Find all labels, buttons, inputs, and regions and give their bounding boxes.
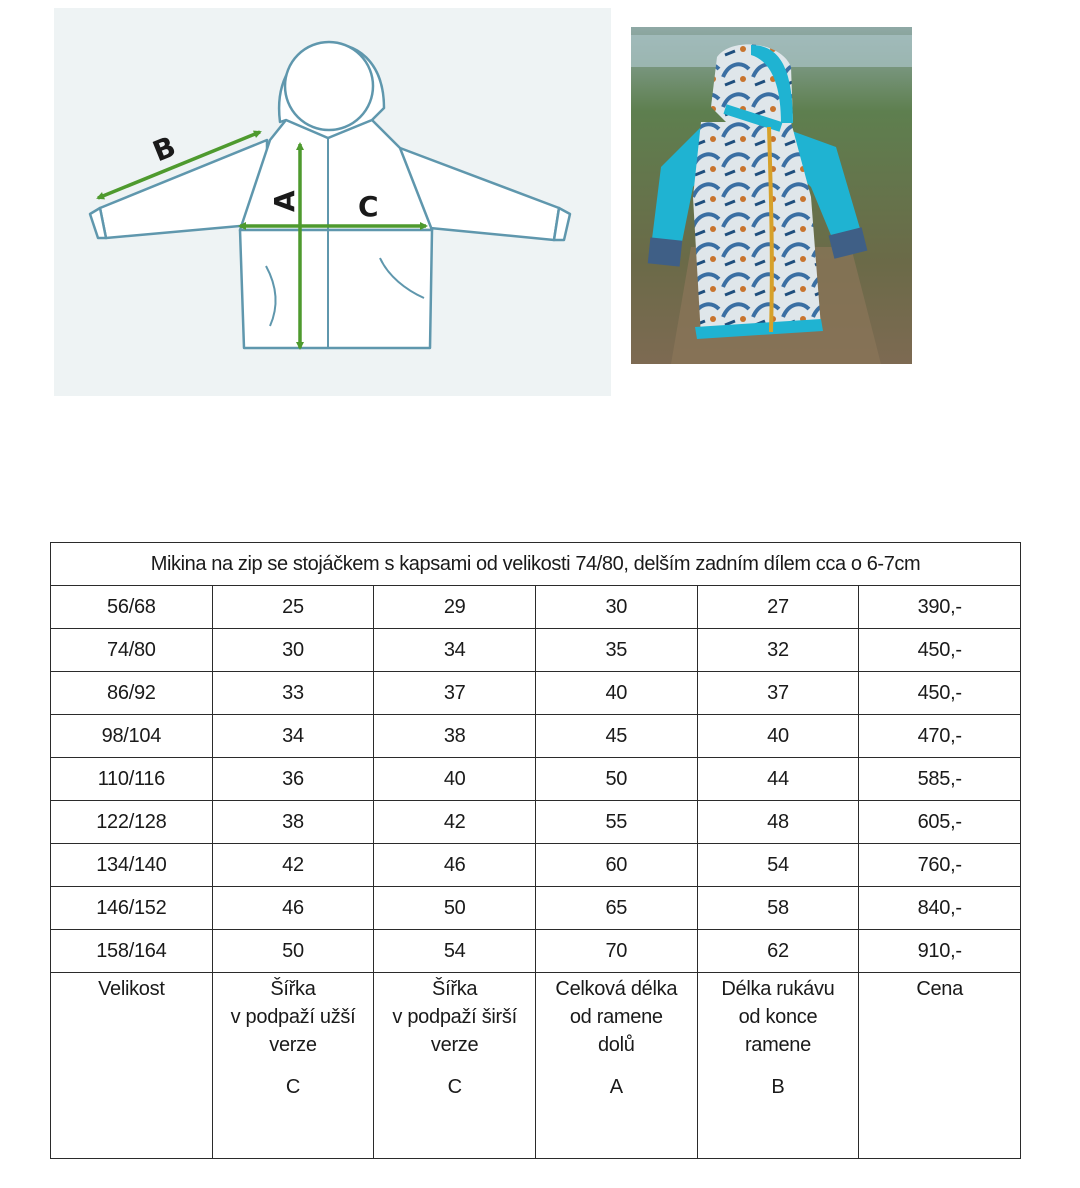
cell-size: 158/164 (51, 930, 213, 973)
product-photo-svg (631, 27, 912, 364)
cell-price: 450,- (859, 672, 1021, 715)
header-size (51, 973, 213, 1159)
cell-size: 98/104 (51, 715, 213, 758)
table-title: Mikina na zip se stojáčkem s kapsami od velikosti 74/80, delším zadním dílem cca o 6-7cm (51, 543, 1021, 586)
header-line: Celková délka (555, 978, 678, 1000)
header-line: v podpaží užší (230, 1006, 356, 1028)
cell-width-wide: 37 (374, 672, 536, 715)
body-upper (240, 120, 432, 230)
table-row (51, 844, 1021, 887)
cell-price: 840,- (859, 887, 1021, 930)
cell-total-length: 45 (535, 715, 697, 758)
cell-width-narrow: 46 (212, 887, 374, 930)
header-row (51, 973, 1021, 1159)
cell-price: 605,- (859, 801, 1021, 844)
cell-width-wide: 42 (374, 801, 536, 844)
header-width-narrow (212, 973, 374, 1159)
cell-width-wide: 54 (374, 930, 536, 973)
header-line: od konce (738, 1006, 818, 1028)
cell-size: 86/92 (51, 672, 213, 715)
label-c: C (358, 190, 379, 223)
header-price (859, 973, 1021, 1159)
cell-width-wide: 34 (374, 629, 536, 672)
cell-width-narrow: 36 (212, 758, 374, 801)
cell-width-narrow: 42 (212, 844, 374, 887)
label-a: A (268, 190, 301, 212)
cell-sleeve-length: 27 (697, 586, 859, 629)
cell-price: 390,- (859, 586, 1021, 629)
cell-price: 450,- (859, 629, 1021, 672)
header-line: Šířka (432, 978, 478, 1000)
table-row (51, 672, 1021, 715)
header-sleeve-length (697, 973, 859, 1159)
cell-width-narrow: 30 (212, 629, 374, 672)
table-row (51, 801, 1021, 844)
title-row (51, 543, 1021, 586)
header-line: od ramene (569, 1006, 663, 1028)
table-row (51, 758, 1021, 801)
hoodie-measurement-diagram (54, 8, 611, 396)
photo-left-cuff (648, 237, 683, 266)
header-width-wide (374, 973, 536, 1159)
cell-sleeve-length: 32 (697, 629, 859, 672)
cell-width-wide: 38 (374, 715, 536, 758)
header-line: ramene (744, 1034, 811, 1056)
cell-total-length: 65 (535, 887, 697, 930)
cell-width-wide: 29 (374, 586, 536, 629)
cell-sleeve-length: 37 (697, 672, 859, 715)
cell-width-narrow: 25 (212, 586, 374, 629)
cell-size: 134/140 (51, 844, 213, 887)
header-measure-letter: C (447, 1076, 462, 1098)
data-rows (51, 586, 1021, 973)
cell-width-wide: 46 (374, 844, 536, 887)
cell-sleeve-length: 40 (697, 715, 859, 758)
hood-opening (285, 42, 373, 130)
cell-width-wide: 50 (374, 887, 536, 930)
table-row (51, 629, 1021, 672)
cell-total-length: 40 (535, 672, 697, 715)
cell-total-length: 70 (535, 930, 697, 973)
cell-width-narrow: 38 (212, 801, 374, 844)
cell-price: 470,- (859, 715, 1021, 758)
header-line: verze (269, 1034, 317, 1056)
cell-width-narrow: 34 (212, 715, 374, 758)
header-line: dolů (597, 1034, 635, 1056)
cell-price: 585,- (859, 758, 1021, 801)
cell-width-narrow: 33 (212, 672, 374, 715)
header-line: Velikost (98, 978, 165, 1000)
body-lower (240, 230, 432, 348)
cell-total-length: 60 (535, 844, 697, 887)
cell-size: 122/128 (51, 801, 213, 844)
header-measure-letter: C (285, 1076, 301, 1098)
cell-sleeve-length: 44 (697, 758, 859, 801)
table-row (51, 715, 1021, 758)
cell-size: 146/152 (51, 887, 213, 930)
table-row (51, 887, 1021, 930)
table-row (51, 930, 1021, 973)
header-line: v podpaží širší (392, 1006, 517, 1028)
cell-price: 760,- (859, 844, 1021, 887)
cell-total-length: 55 (535, 801, 697, 844)
header-total-length (535, 973, 697, 1159)
header-line: Délka rukávu (721, 978, 835, 1000)
cell-total-length: 35 (535, 629, 697, 672)
cell-size: 56/68 (51, 586, 213, 629)
cell-width-wide: 40 (374, 758, 536, 801)
cell-sleeve-length: 62 (697, 930, 859, 973)
product-photo (631, 27, 912, 364)
cell-price: 910,- (859, 930, 1021, 973)
size-table (50, 542, 1021, 1159)
hoodie-diagram-svg (54, 8, 611, 396)
label-b: B (148, 129, 181, 169)
cell-sleeve-length: 54 (697, 844, 859, 887)
table-row (51, 586, 1021, 629)
cell-size: 74/80 (51, 629, 213, 672)
header-line: Cena (916, 978, 963, 1000)
header-measure-letter: B (771, 1076, 785, 1098)
cell-total-length: 30 (535, 586, 697, 629)
header-measure-letter: A (609, 1076, 623, 1098)
cell-width-narrow: 50 (212, 930, 374, 973)
header-line: verze (430, 1034, 479, 1056)
cell-sleeve-length: 48 (697, 801, 859, 844)
cell-size: 110/116 (51, 758, 213, 801)
cell-total-length: 50 (535, 758, 697, 801)
cell-sleeve-length: 58 (697, 887, 859, 930)
header-line: Šířka (270, 978, 316, 1000)
